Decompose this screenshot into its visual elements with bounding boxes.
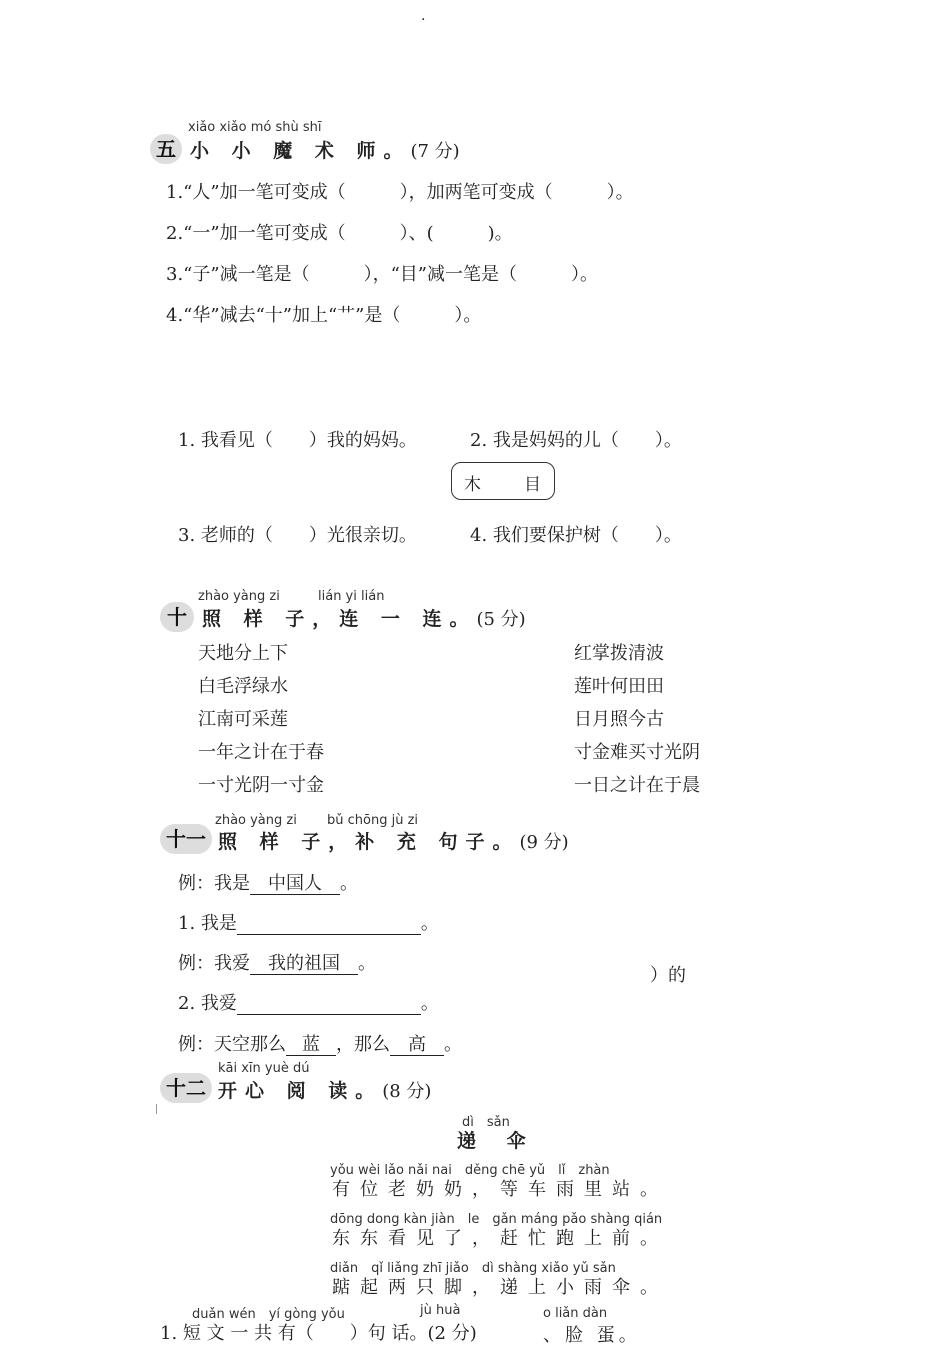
ex2-end: 。 — [358, 953, 376, 974]
q2-end: 。 — [420, 993, 439, 1014]
s9-q1: 1. 我看见（ ）我的妈妈。 — [178, 430, 417, 451]
s9-q3: 3. 老师的（ ）光很亲切。 — [178, 525, 417, 546]
s11-pinyin-2: bǔ chōng jù zi — [327, 813, 419, 828]
s5-score: (7 分) — [410, 141, 460, 162]
ex1-prefix: 例：我是 — [178, 873, 250, 894]
s12-pinyin: kāi xīn yuè dú — [218, 1061, 310, 1076]
s11-title-text: 照 样 子，补 充 句子。 — [218, 831, 520, 853]
box-word-mu2: 目 — [524, 475, 541, 495]
s11-title — [218, 827, 569, 854]
s12-q1-pinyin-2: jù huà — [420, 1303, 461, 1318]
s5-title-text: 小 小 魔 术 师。 — [190, 140, 411, 162]
s11-example-2 — [178, 949, 376, 975]
word-choice-box — [451, 462, 555, 500]
s5-q1: 1.“人”加一笔可变成（ ），加两笔可变成（ ）。 — [166, 182, 634, 203]
poem-title: 递 伞 — [457, 1130, 538, 1152]
poem-line-1-pinyin: yǒu wèi lǎo nǎi nai děng chē yǔ lǐ zhàn — [330, 1163, 610, 1178]
s11-q2 — [178, 989, 439, 1015]
s10-score: (5 分) — [476, 609, 526, 630]
s10-left-3: 江南可采莲 — [198, 709, 288, 730]
s11-score: (9 分) — [519, 832, 569, 853]
s10-right-1: 红掌拨清波 — [574, 643, 664, 664]
s10-right-4: 寸金难买寸光阴 — [574, 742, 700, 763]
q2-prefix: 2. 我爱 — [178, 993, 237, 1014]
s5-q3: 3.“子”减一笔是（ ），“目”减一笔是（ ）。 — [166, 264, 598, 285]
s10-pinyin-2: lián yi lián — [318, 589, 385, 604]
s11-example-3 — [178, 1030, 462, 1056]
s10-left-5: 一寸光阴一寸金 — [198, 775, 324, 796]
s5-q4: 4.“华”减去“十”加上“艹”是（ ）。 — [166, 305, 482, 326]
s11-q1 — [178, 909, 439, 935]
ex1-end: 。 — [340, 873, 358, 894]
s10-left-4: 一年之计在于春 — [198, 742, 324, 763]
s10-badge: 十 — [160, 602, 194, 632]
q1-prefix: 1. 我是 — [178, 913, 237, 934]
stray-fragment: ）的 — [650, 965, 686, 986]
ex3-end: 。 — [444, 1034, 462, 1055]
s5-title — [190, 136, 460, 163]
s5-q2: 2.“一”加一笔可变成（ ）、( )。 — [166, 223, 513, 244]
s12-badge: 十二 — [160, 1073, 212, 1103]
s10-right-3: 日月照今古 — [574, 709, 664, 730]
s5-badge: 五 — [150, 134, 182, 164]
ex3-answer-1: 蓝 — [286, 1035, 336, 1056]
s11-example-1 — [178, 869, 358, 895]
s10-pinyin-1: zhào yàng zi — [198, 589, 280, 604]
s12-q1-pinyin-1: duǎn wén yí gòng yǒu — [192, 1307, 345, 1322]
poem-title-pinyin: dì sǎn — [462, 1115, 510, 1130]
s12-title — [218, 1076, 431, 1103]
ex3-mid: ，那么 — [336, 1034, 390, 1055]
s10-right-2: 莲叶何田田 — [574, 676, 664, 697]
s12-q1-pinyin-3: o liǎn dàn — [543, 1306, 608, 1321]
s11-pinyin-1: zhào yàng zi — [215, 813, 297, 828]
poem-line-1: 有位老奶奶，等车雨里站。 — [332, 1179, 668, 1200]
s10-left-1: 天地分上下 — [198, 643, 288, 664]
box-word-mu: 木 — [464, 475, 481, 495]
ex2-answer: 我的祖国 — [250, 954, 358, 975]
s10-title-text: 照 样 子，连 一 连。 — [202, 608, 477, 630]
q1-end: 。 — [420, 913, 439, 934]
ex2-prefix: 例：我爱 — [178, 953, 250, 974]
margin-tick — [156, 1104, 157, 1114]
ex3-answer-2: 高 — [390, 1035, 444, 1056]
q1-blank[interactable] — [237, 914, 421, 935]
top-mark: . — [421, 8, 426, 24]
s12-q1-tail: 、脸 蛋。 — [543, 1325, 641, 1346]
s10-right-5: 一日之计在于晨 — [574, 775, 700, 796]
poem-line-2-pinyin: dōng dong kàn jiàn le gǎn máng pǎo shàng qián — [330, 1212, 663, 1227]
s12-score: (8 分) — [382, 1081, 432, 1102]
poem-line-2: 东东看见了，赶忙跑上前。 — [332, 1228, 668, 1249]
s12-q1: 1. 短 文 一 共 有（ ）句 话。(2 分) — [160, 1323, 477, 1344]
s10-left-2: 白毛浮绿水 — [198, 676, 288, 697]
s11-badge: 十一 — [160, 824, 212, 854]
s9-q4: 4. 我们要保护树（ ）。 — [470, 525, 682, 546]
s5-pinyin: xiǎo xiǎo mó shù shī — [188, 120, 322, 135]
ex3-prefix: 例：天空那么 — [178, 1034, 286, 1055]
s10-title — [202, 604, 526, 631]
s12-title-text: 开心 阅 读。 — [218, 1080, 383, 1102]
s9-q2: 2. 我是妈妈的儿（ ）。 — [470, 430, 682, 451]
ex1-answer: 中国人 — [250, 874, 340, 895]
poem-line-3: 踮起两只脚，递上小雨伞。 — [332, 1277, 668, 1298]
q2-blank[interactable] — [237, 994, 421, 1015]
poem-line-3-pinyin: diǎn qǐ liǎng zhī jiǎo dì shàng xiǎo yǔ sǎn — [330, 1261, 616, 1276]
